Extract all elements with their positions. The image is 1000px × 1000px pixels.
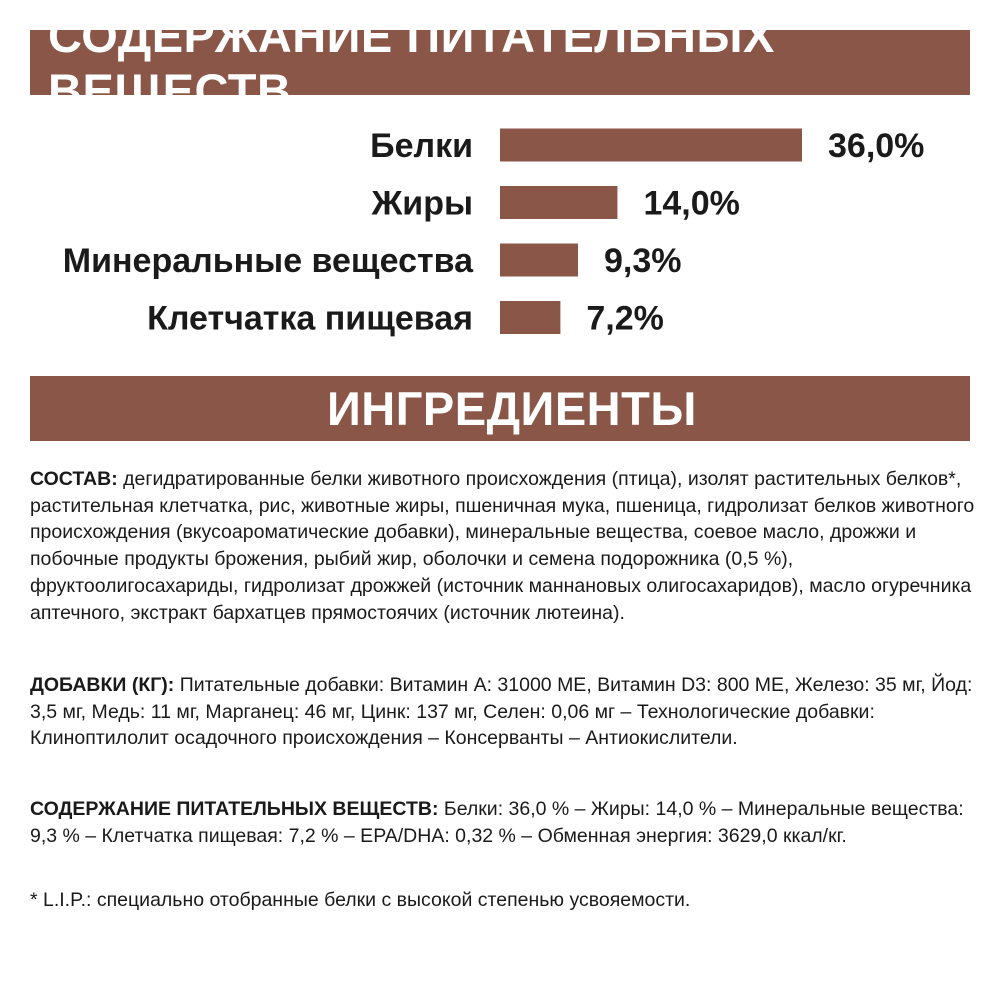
category-label: Белки — [370, 127, 473, 165]
value-label: 36,0% — [828, 127, 925, 165]
additives-heading: ДОБАВКИ (КГ): — [30, 674, 175, 696]
composition-section — [30, 466, 975, 626]
value-label: 9,3% — [604, 242, 682, 280]
bar — [500, 301, 560, 334]
bar — [500, 129, 802, 162]
composition-text: дегидратированные белки животного происхождения (птица), изолят растительных белков*, растительная клетчатка, рис, животные жиры, пшеничная мука, пшеница, гидролизат белков животного происхождения (вкусоароматические добавки), минеральные вещества, соевое масло, дрожжи и побочные продукты брожения, рыбий жир, оболочки и семена подорожника (0,5 %), фруктоолигосахариды, гидролизат дрожжей (источник маннановых олигосахаридов), масло огуречника аптечного, экстракт бархатцев прямостоячих (источник лютеина). — [30, 468, 975, 624]
value-label: 14,0% — [643, 184, 740, 223]
nutrient-content-heading: СОДЕРЖАНИЕ ПИТАТЕЛЬНЫХ ВЕЩЕСТВ: — [30, 798, 439, 820]
additives-text: Питательные добавки: Витамин А: 31000 МЕ, Витамин D3: 800 МЕ, Железо: 35 мг, Йод: 3,5 мг, Медь: 11 мг, Марганец: 46 мг, Цинк: 137 мг, Селен: 0,06 мг – Технологические добавки: Клиноптилолит осадочного происхождения – Консерванты – Антиокислители. — [30, 674, 973, 750]
category-label: Клетчатка пищевая — [147, 299, 473, 338]
additives-section — [30, 672, 975, 752]
nutrient-bar-chart — [0, 110, 1000, 340]
ingredients-header: ИНГРЕДИЕНТЫ — [30, 376, 970, 441]
footnote: * L.I.P.: специально отобранные белки с высокой степенью усвояемости. — [30, 889, 691, 911]
category-label: Жиры — [371, 184, 473, 223]
composition-heading: СОСТАВ: — [30, 468, 118, 490]
value-label: 7,2% — [586, 299, 664, 338]
nutrient-content-text: Белки: 36,0 % – Жиры: 14,0 % – Минеральные вещества: 9,3 % – Клетчатка пищевая: 7,2 % – EPA/DHA: 0,32 % – Обменная энергия: 3629,0 ккал/кг. — [30, 798, 964, 847]
nutrient-content-section — [30, 796, 975, 849]
category-label: Минеральные вещества — [62, 242, 473, 280]
nutrients-header: СОДЕРЖАНИЕ ПИТАТЕЛЬНЫХ ВЕЩЕСТВ — [30, 30, 970, 95]
bar — [500, 186, 617, 219]
bar — [500, 244, 578, 277]
